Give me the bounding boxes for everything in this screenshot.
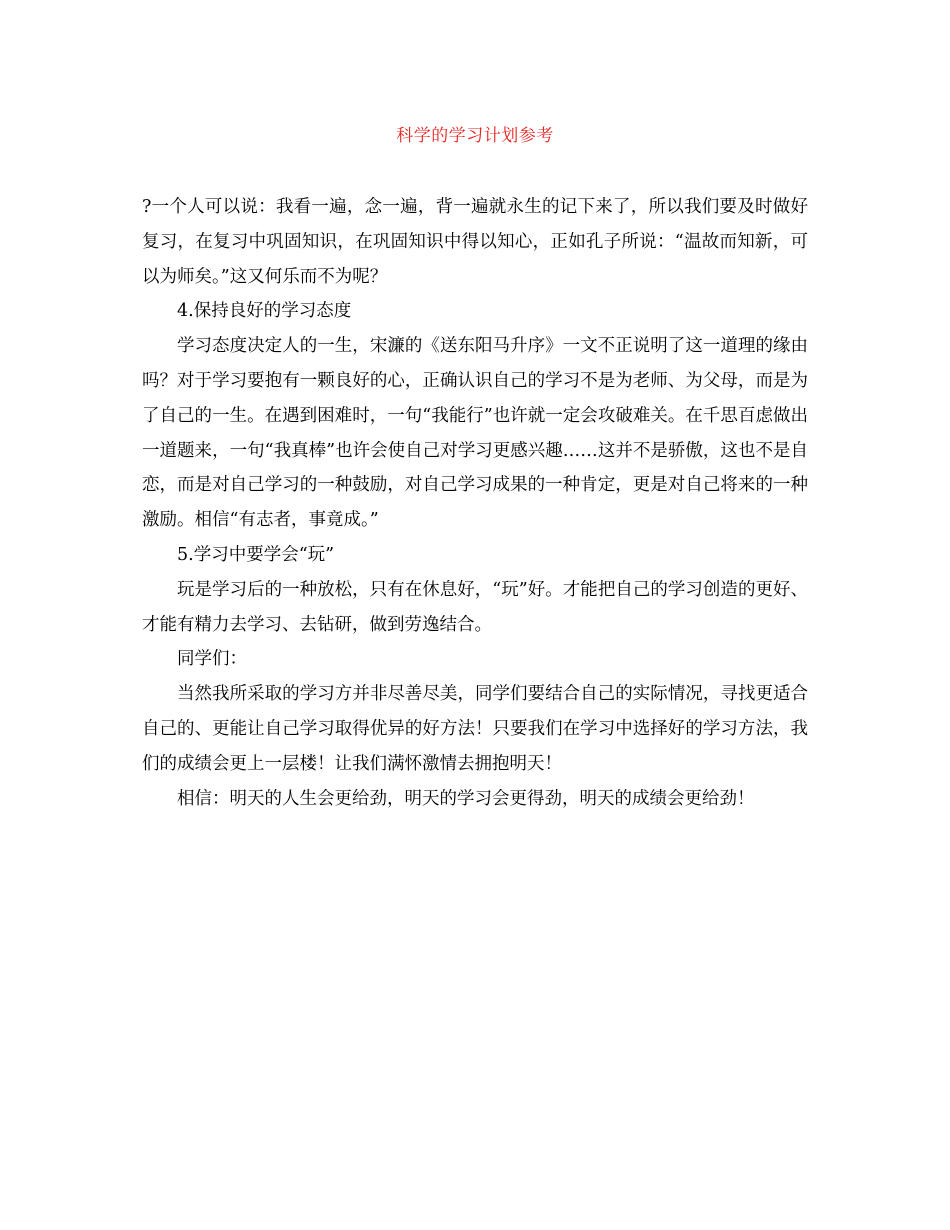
- paragraph-review: ?一个人可以说：我看一遍，念一遍，背一遍就永生的记下来了，所以我们要及时做好复习，在复习中巩固知识，在巩固知识中得以知心，正如孔子所说：“温故而知新，可以为师矣。”这又何乐而不为呢？: [142, 197, 808, 287]
- document-title: 科学的学习计划参考: [396, 126, 554, 146]
- section-heading-attitude: 4.保持良好的学习态度: [177, 301, 352, 322]
- paragraph-play: 玩是学习后的一种放松，只有在休息好，“玩”好。才能把自己的学习创造的更好、才能有精力去学习、去钻研，做到劳逸结合。: [142, 579, 808, 635]
- document-body: [142, 190, 808, 816]
- section-heading-play: 5.学习中要学会“玩”: [177, 544, 335, 565]
- paragraph-method: 当然我所采取的学习方并非尽善尽美，同学们要结合自己的实际情况，寻找更适合自己的、更能让自己学习取得优异的好方法！只要我们在学习中选择好的学习方法，我们的成绩会更上一层楼！让我们满怀激情去拥抱明天！: [142, 684, 808, 774]
- paragraph-greeting: 同学们：: [177, 649, 247, 670]
- paragraph-closing: 相信：明天的人生会更给劲，明天的学习会更得劲，明天的成绩会更给劲！: [177, 788, 755, 809]
- paragraph-attitude: 学习态度决定人的一生，宋濂的《送东阳马升序》一文不正说明了这一道理的缘由吗？对于学习要抱有一颗良好的心，正确认识自己的学习不是为老师、为父母，而是为了自己的一生。在遇到困难时，一句“我能行”也许就一定会攻破难关。在千思百虑做出一道题来，一句“我真棒”也许会使自己对学习更感兴趣……这并不是骄傲，这也不是自恋，而是对自己学习的一种鼓励，对自己学习成果的一种肯定，更是对自己将来的一种激励。相信“有志者，事竟成。”: [142, 336, 808, 531]
